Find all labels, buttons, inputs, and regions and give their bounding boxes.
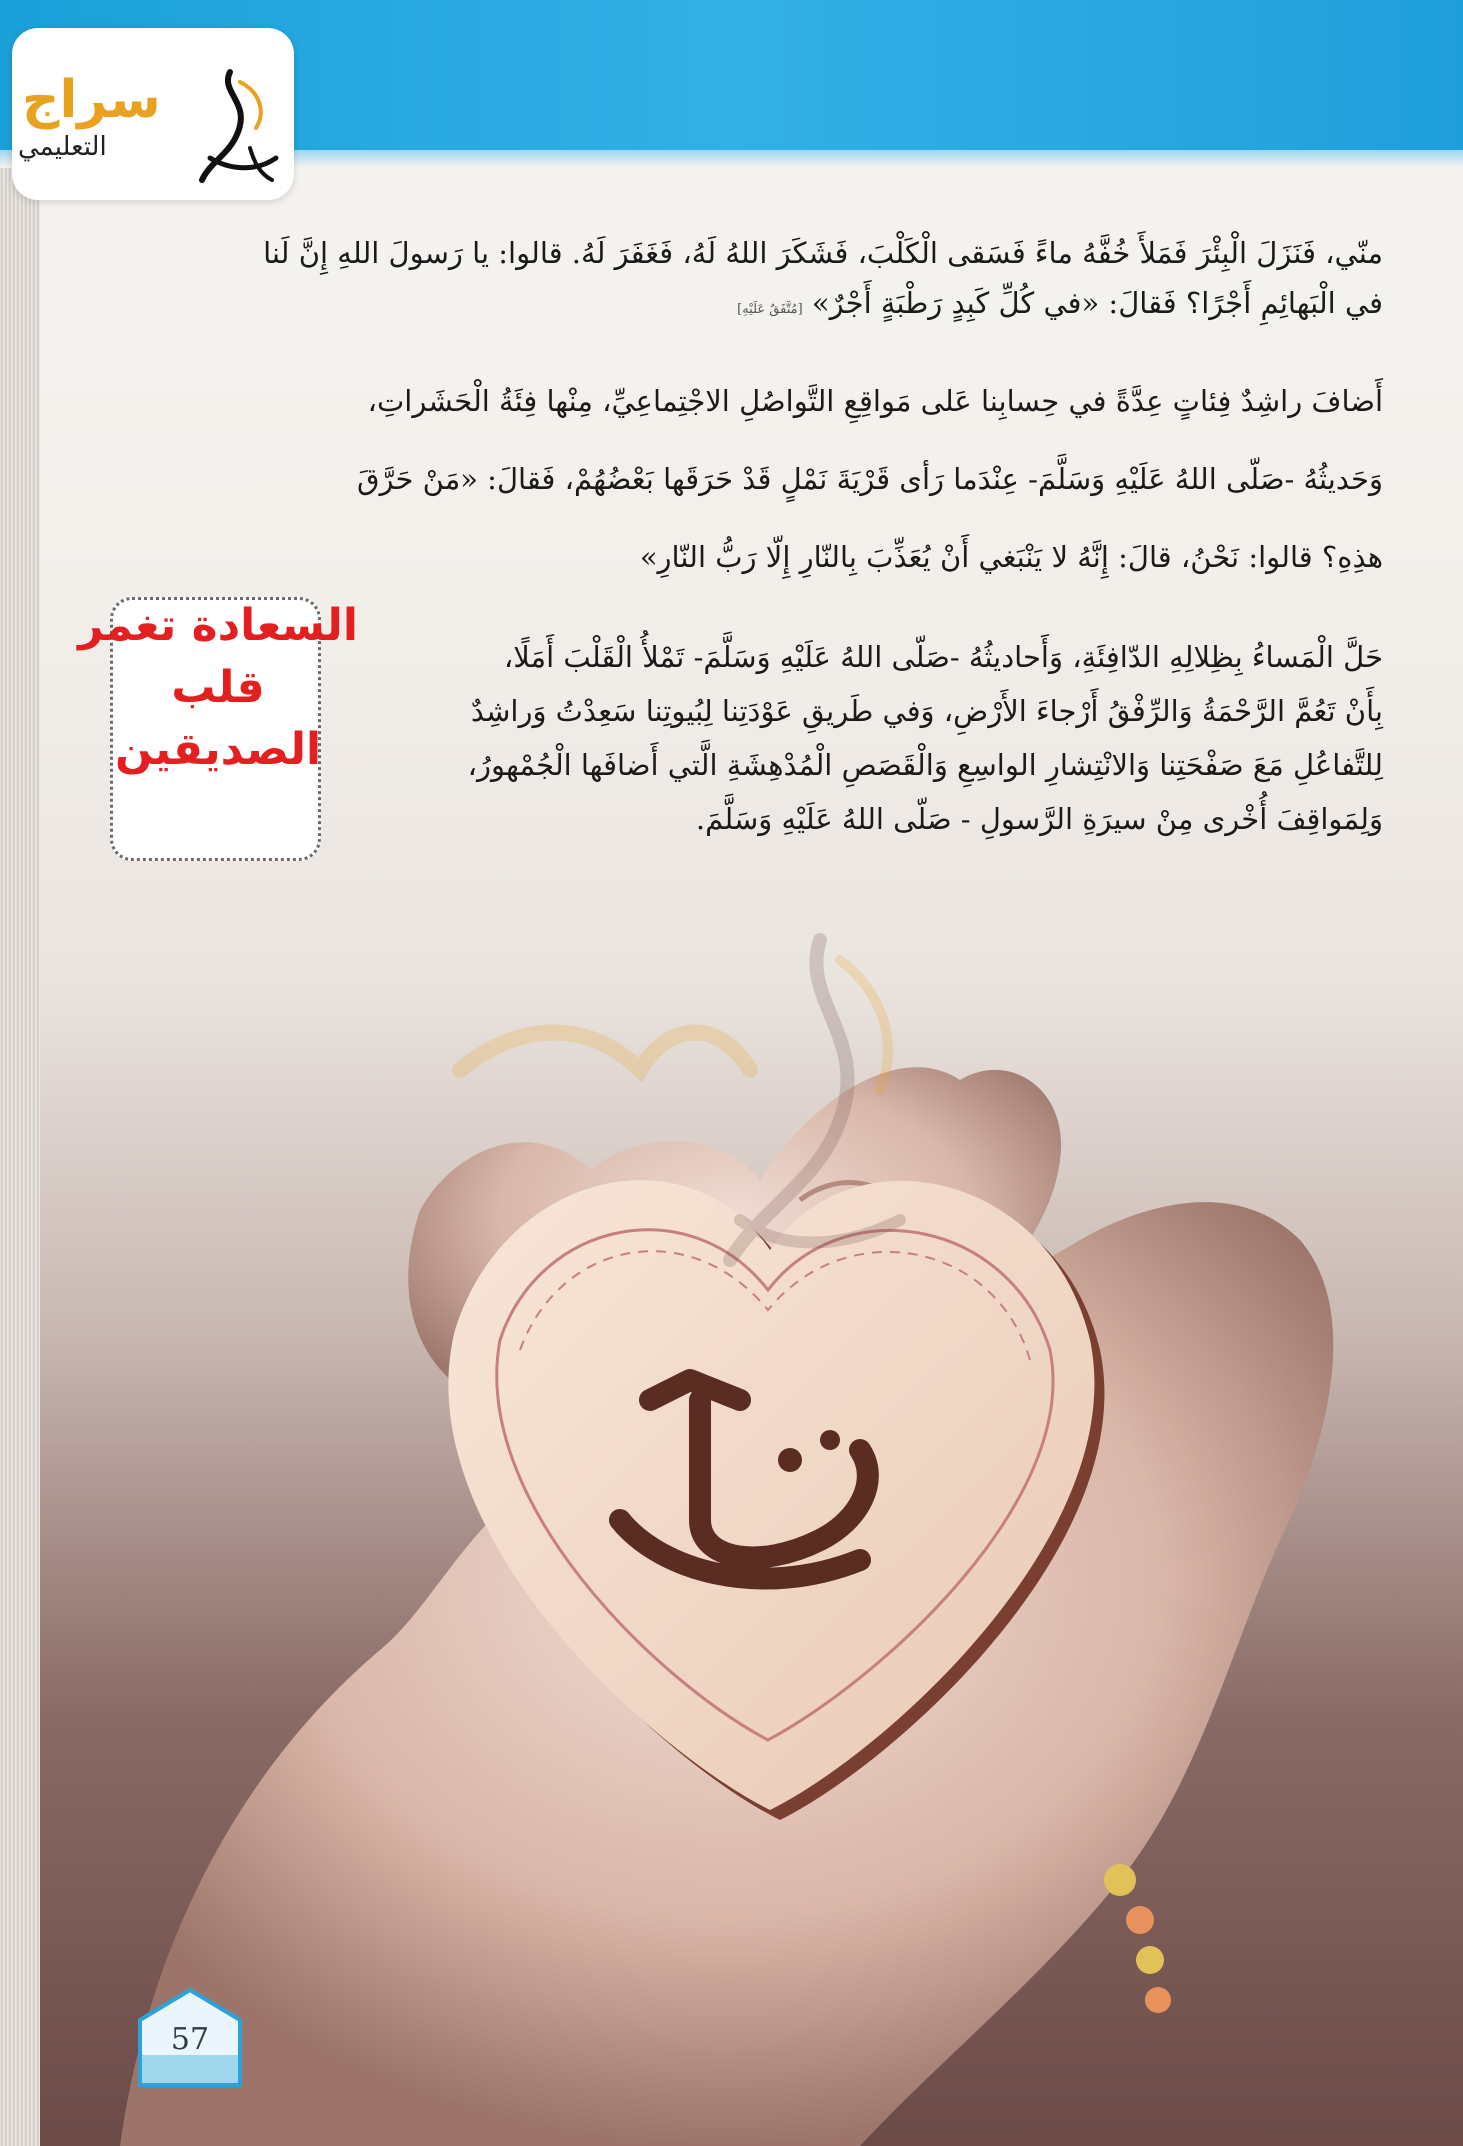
paragraph-line: حَلَّ الْمَساءُ بِظِلالِهِ الدّافِئَةِ، وَأَحاديثُهُ -صَلّى اللهُ عَلَيْهِ وَسَلَّمَ- تَمْلأُ الْقَلْبَ أَمَلًا،: [503, 640, 1383, 674]
paragraph-line: هذِهِ؟ قالوا: نَحْنُ، قالَ: إِنَّهُ لا يَنْبَغي أَنْ يُعَذِّبَ بِالنّارِ إِلّا رَبُّ النّارِ»: [639, 540, 1383, 574]
section-title-line: السعادة تغمر: [78, 600, 358, 651]
hadith-source: [مُتَّفَقٌ عَلَيْهِ]: [737, 302, 803, 317]
logo-watermark-icon: [400, 900, 960, 1320]
logo-subtitle: التعليمي: [18, 132, 107, 162]
paragraph-line: وَحَديثُهُ -صَلّى اللهُ عَلَيْهِ وَسَلَّمَ- عِنْدَما رَأى قَرْيَةَ نَمْلٍ قَدْ حَرَقَها بَعْضُهُمْ، فَقالَ: «مَنْ حَرَّقَ: [356, 462, 1383, 496]
paragraph-middle: [93, 362, 1383, 596]
paragraph-line: وَلِمَواقِفَ أُخْرى مِنْ سيرَةِ الرَّسولِ - صَلّى اللهُ عَلَيْهِ وَسَلَّمَ.: [695, 802, 1383, 836]
section-title-line: قلب: [171, 662, 265, 713]
section-title-line: الصديقين: [114, 724, 322, 775]
paragraph-line: [93, 278, 1383, 335]
logo-name: سراج: [22, 70, 161, 130]
paragraph-line: لِلتَّفاعُلِ مَعَ صَفْحَتِنا وَالانْتِشارِ الواسِعِ وَالْقَصَصِ الْمُدْهِشَةِ الَّتي أَضافَها الْجُمْهورُ،: [467, 748, 1383, 782]
paragraph-line: منّي، فَنَزَلَ الْبِئْرَ فَمَلأَ خُفَّهُ ماءً فَسَقى الْكَلْبَ، فَشَكَرَ اللهُ لَهُ، فَغَفَرَ لَهُ. قالوا: يا رَسولَ اللهِ إِنَّ لَنا: [263, 236, 1383, 270]
section-title: [78, 595, 358, 781]
page-number: 57: [170, 2022, 210, 2057]
paragraph-line: بِأَنْ تَعُمَّ الرَّحْمَةُ وَالرِّفْقُ أَرْجاءَ الأَرْضِ، وَفي طَريقِ عَوْدَتِنا لِبُيوتِنا سَعِدْتُ وَراشِدٌ: [470, 694, 1383, 728]
hadith-quote: في الْبَهائِمِ أَجْرًا؟ فَقالَ: «في كُلِّ كَبِدٍ رَطْبَةٍ أَجْرٌ»: [811, 286, 1383, 320]
paragraph-line: أَضافَ راشِدٌ فِئاتٍ عِدَّةً في حِسابِنا عَلى مَواقِعِ التَّواصُلِ الاجْتِماعِيِّ، مِنْها فِئَةُ الْحَشَراتِ،: [367, 384, 1383, 418]
paragraph-top: [93, 228, 1383, 335]
calligraphy-logo-icon: [190, 62, 286, 192]
paragraph-bottom: [323, 630, 1383, 846]
